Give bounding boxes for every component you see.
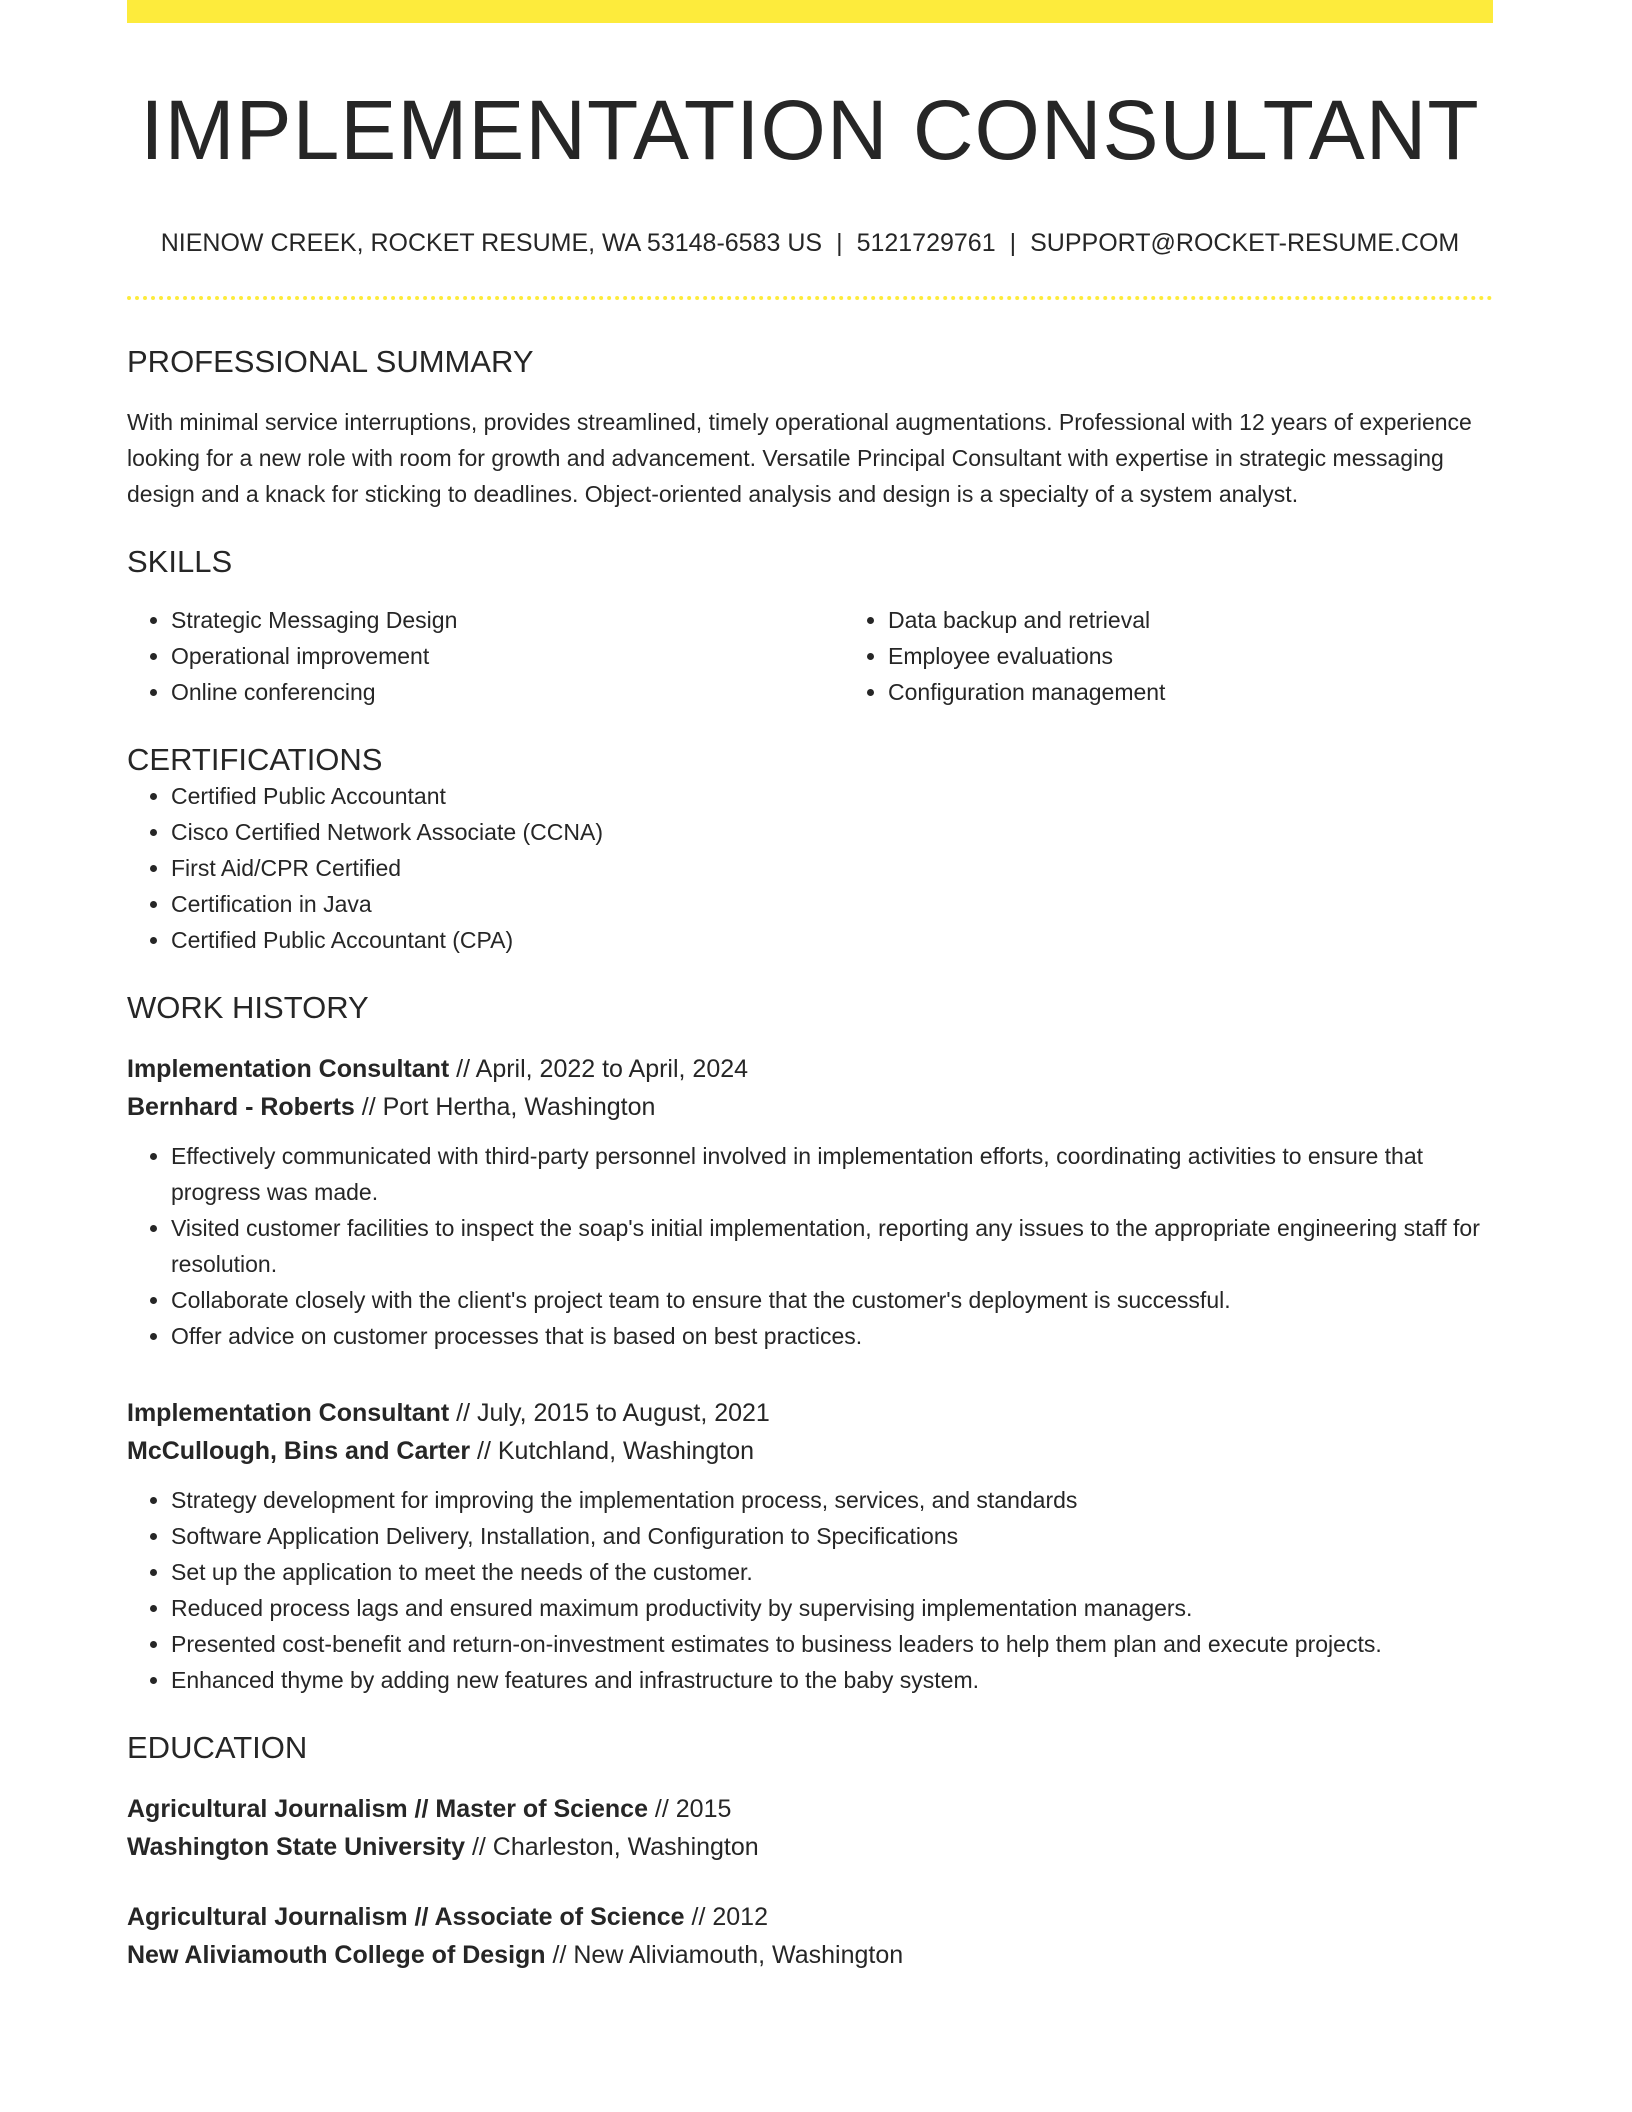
job-company-line [127,1432,1493,1470]
resume-content [127,0,1493,1974]
job-dates: // April, 2022 to April, 2024 [449,1055,749,1083]
skill-item: • Strategic Messaging Design [171,602,844,638]
job-bullet: • Presented cost-benefit and return-on-investment estimates to business leaders to help them plan and execute projects. [171,1626,1493,1662]
job-bullet: • Visited customer facilities to inspect the soap's initial implementation, reporting any issues to the appropriate engineering staff for resolution. [171,1210,1493,1282]
candidate-title: IMPLEMENTATION CONSULTANT [140,83,1480,177]
contact-address: NIENOW CREEK, ROCKET RESUME, WA 53148-6583 US [160,229,823,257]
certification-item: • Certified Public Accountant (CPA) [171,922,1493,958]
job-company: Bernhard - Roberts [127,1093,355,1121]
contact-separator: | [1009,229,1017,257]
job-location: // Kutchland, Washington [470,1437,755,1465]
job-entry [127,1394,1493,1698]
job-role-line [127,1050,1493,1088]
job-company-line [127,1088,1493,1126]
education-location: // Charleston, Washington [465,1833,759,1861]
education-degree-line [127,1898,1493,1936]
certification-item: • Certified Public Accountant [171,778,1493,814]
job-bullets [127,1138,1493,1354]
job-bullet: • Enhanced thyme by adding new features and infrastructure to the baby system. [171,1662,1493,1698]
job-entry [127,1050,1493,1354]
education-entry [127,1790,1493,1866]
skill-item: • Operational improvement [171,638,844,674]
education-location: // New Aliviamouth, Washington [545,1941,904,1969]
contact-separator: | [836,229,843,257]
education-school-line [127,1828,1493,1866]
education-entry [127,1898,1493,1974]
education-degree: Agricultural Journalism // Master of Science [127,1795,648,1823]
education-school: Washington State University [127,1833,466,1861]
skill-item: • Data backup and retrieval [888,602,1561,638]
job-company: McCullough, Bins and Carter [127,1437,471,1465]
skills-columns [127,602,1493,710]
job-role: Implementation Consultant [127,1399,450,1427]
skill-item: • Online conferencing [171,674,844,710]
skill-item: • Employee evaluations [888,638,1561,674]
summary-text: With minimal service interruptions, provides streamlined, timely operational augmentations. Professional with 12 years of experience looking for a new role with room for growth and advancement. Versatile Principal Consultant with expertise in strategic messaging design and a knack for sticking to deadlines. Object-oriented analysis and design is a specialty of a system analyst. [127,409,1472,507]
education-year: // 2012 [684,1903,768,1931]
skills-list-right [844,602,1561,710]
job-bullet: • Offer advice on customer processes that is based on best practices. [171,1318,1493,1354]
summary-heading: PROFESSIONAL SUMMARY [127,344,534,379]
skill-item: • Configuration management [888,674,1561,710]
skills-list-left [127,602,844,710]
contact-phone: 5121729761 [856,229,996,257]
contact-line [127,228,1493,258]
job-location: // Port Hertha, Washington [354,1093,656,1121]
education-heading: EDUCATION [127,1730,308,1765]
job-bullet: • Collaborate closely with the client's project team to ensure that the customer's deployment is successful. [171,1282,1493,1318]
work-history-heading: WORK HISTORY [127,990,369,1025]
job-bullet: • Set up the application to meet the needs of the customer. [171,1554,1493,1590]
job-bullet: • Software Application Delivery, Installation, and Configuration to Specifications [171,1518,1493,1554]
job-role-line [127,1394,1493,1432]
certification-item: • Certification in Java [171,886,1493,922]
job-bullet: • Reduced process lags and ensured maximum productivity by supervising implementation managers. [171,1590,1493,1626]
job-bullet: • Effectively communicated with third-party personnel involved in implementation efforts, coordinating activities to ensure that progress was made. [171,1138,1493,1210]
education-school-line [127,1936,1493,1974]
job-role: Implementation Consultant [127,1055,450,1083]
skills-heading: SKILLS [127,544,233,579]
job-dates: // July, 2015 to August, 2021 [449,1399,770,1427]
education-degree: Agricultural Journalism // Associate of Science [127,1903,685,1931]
certifications-heading: CERTIFICATIONS [127,742,383,777]
certification-item: • Cisco Certified Network Associate (CCNA) [171,814,1493,850]
dotted-divider [127,296,1493,300]
certifications-list [127,778,1493,958]
education-year: // 2015 [647,1795,732,1823]
education-school: New Aliviamouth College of Design [127,1941,546,1969]
certification-item: • First Aid/CPR Certified [171,850,1493,886]
education-degree-line [127,1790,1493,1828]
job-bullet: • Strategy development for improving the implementation process, services, and standards [171,1482,1493,1518]
contact-email: SUPPORT@ROCKET-RESUME.COM [1030,229,1460,257]
job-bullets [127,1482,1493,1698]
